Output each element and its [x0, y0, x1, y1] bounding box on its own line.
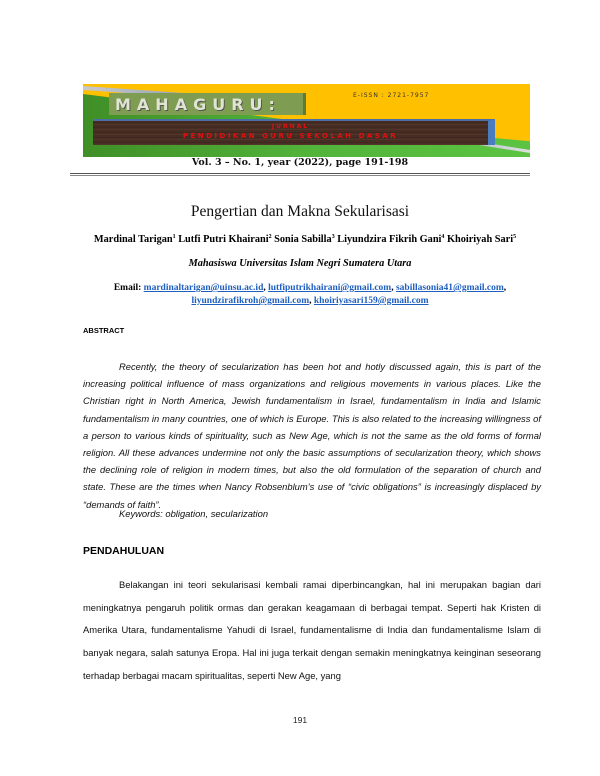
author-name: Lutfi Putri Khairani [178, 234, 269, 245]
volume-info: Vol. 3 – No. 1, year (2022), page 191-198 [191, 157, 409, 168]
author-name: Liyundzira Fikrih Gani [337, 234, 442, 245]
author-affil-mark: 4 [441, 234, 445, 240]
email-link[interactable]: mardinaltarigan@uinsu.ac.id [143, 283, 264, 293]
email-link[interactable]: sabillasonia41@gmail.com [395, 283, 504, 293]
author-affil-mark: 3 [331, 234, 335, 240]
author-name: Sonia Sabilla [274, 234, 332, 245]
journal-issn: E-ISSN : 2721-7957 [353, 92, 430, 99]
author-list [80, 231, 530, 246]
page-number: 191 [292, 715, 308, 725]
affiliation: Mahasiswa Universitas Islam Negri Sumatera Utara [188, 258, 412, 269]
paper-title: Pengertian dan Makna Sekularisasi [190, 203, 410, 220]
email-label: Email: [113, 283, 142, 293]
author-name: Khoiriyah Sari [446, 234, 514, 245]
abstract-heading: ABSTRACT [83, 326, 125, 335]
email-link[interactable]: khoiriyasari159@gmail.com [313, 296, 429, 306]
journal-title: MAHAGURU: [115, 94, 281, 114]
section-heading-introduction: PENDAHULUAN [83, 545, 165, 557]
email-link[interactable]: lutfiputrikhairani@gmail.com [268, 283, 392, 293]
abstract-body [83, 358, 541, 513]
journal-title-box [109, 93, 306, 115]
header-rule [70, 175, 530, 176]
abstract-text: Recently, the theory of secularization has been hot and hotly discussed again, this is part of the increasing political influence of mass organizations and religious movements in various places. Like the Christian right in North America, Jewish fundamentalism in Israel, fundamentalism in India and Islamic fundamentalism in many countries, one of which is Europe. This is also related to the increasing willingness of a person to various kinds of spirituality, such as New Age, which is not the same as the old forms of formal religion. All these advances undermine not only the basic assumptions of secularization theory, which shows the declining role of religion in modern times, but also the old formulation of the separation of church and state. These are the times when Nancy Robsenblum’s use of “civic obligations” is increasingly displaced by “demands of faith”. [83, 361, 541, 510]
author-affil-mark: 2 [268, 234, 272, 240]
email-link[interactable]: liyundzirafikroh@gmail.com [191, 296, 310, 306]
introduction-body [83, 574, 541, 688]
journal-subtitle-bar [93, 119, 495, 145]
introduction-paragraph: Belakangan ini teori sekularisasi kembali ramai diperbincangkan, hal ini merupakan bagian dari meningkatnya pengaruh politik ormas dan gerakan keagamaan di berbagai tempat. Seperti hak Kristen di Amerika Utara, fundamentalisme Yahudi di Israel, fundamentalisme di India dan fundamentalisme Islam di banyak negara, salah satunya Eropa. Hal ini juga terkait dengan semakin meningkatnya keinginan seseorang terhadap berbagai macam spiritualitas, seperti New Age, yang [83, 579, 541, 681]
header-rule [70, 173, 530, 174]
journal-subtitle-line2: PENDIDIKAN GURU SEKOLAH DASAR [182, 132, 399, 140]
journal-banner [83, 84, 530, 157]
journal-subtitle-line1: JURNAL [271, 123, 310, 130]
keywords: Keywords: obligation, secularization [119, 508, 269, 519]
author-name: Mardinal Tarigan [93, 234, 173, 245]
author-affil-mark: 5 [513, 234, 517, 240]
author-affil-mark: 1 [172, 234, 176, 240]
email-block: Email: mardinaltarigan@uinsu.ac.id, lutfiputrikhairani@gmail.com, sabillasonia41@gmail.com, liyundzirafikroh@gmail.com, khoiriyasari159@gmail.com [113, 283, 507, 306]
